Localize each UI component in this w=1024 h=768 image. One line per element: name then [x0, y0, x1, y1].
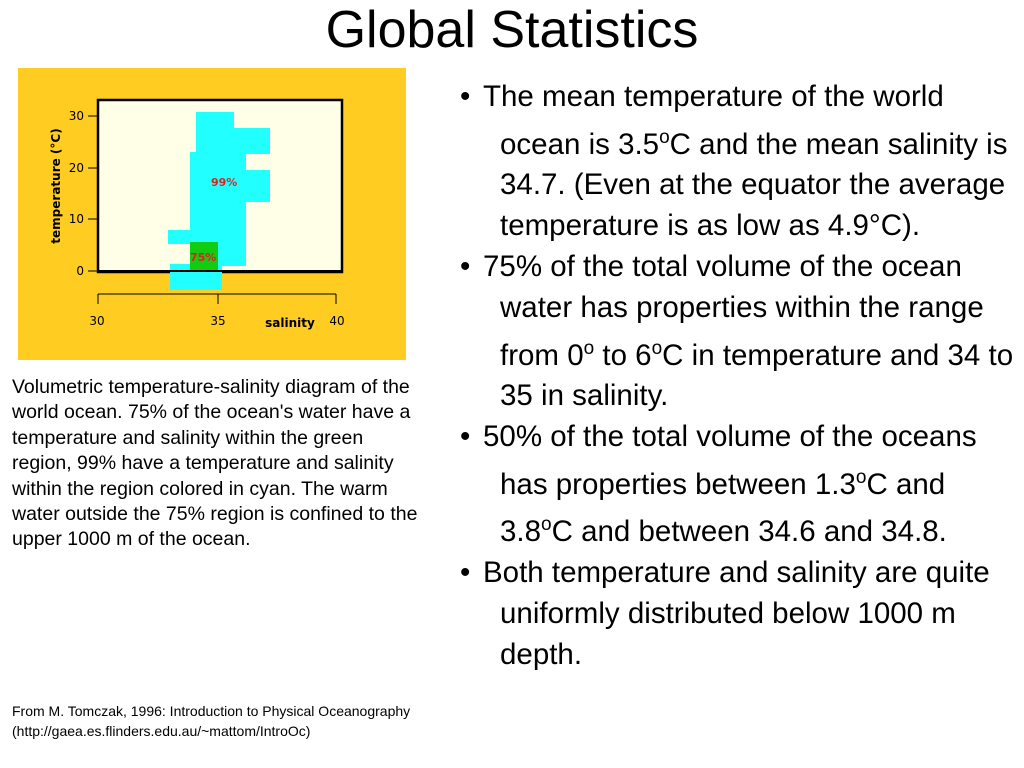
y-tick-label: 0	[76, 264, 84, 278]
bullet-item-uniform-distribution	[460, 553, 1020, 675]
bullet-dot: •	[460, 250, 471, 284]
bullet-item-50-percent	[460, 417, 1020, 553]
degree-superscript: o	[651, 337, 663, 359]
bullet-text: 50% of the total volume of the oceans has properties between 1.3	[483, 420, 977, 501]
bullet-text: C and between 34.6 and 34.8.	[551, 515, 947, 549]
figure-caption: Volumetric temperature-salinity diagram of the world ocean. 75% of the ocean's water have a temperature and salinity within the green region, 99% have a temperature and salinity within the region colored in cyan. The warm water outside the 75% region is confined to the upper 1000 m of the ocean.	[12, 376, 418, 551]
y-axis-label: temperature (°C)	[49, 128, 63, 244]
x-axis-label: salinity	[265, 316, 315, 330]
region-99-block	[196, 112, 234, 130]
ts-diagram-figure	[18, 68, 406, 360]
ts-diagram-svg	[18, 68, 406, 360]
region-99-block	[234, 128, 270, 154]
bullet-text: C and 3.8	[500, 467, 946, 549]
bullet-dot: •	[460, 420, 471, 454]
bullet-text: Both temperature and salinity are quite uniformly distributed below 1000 m depth.	[483, 556, 990, 671]
degree-superscript: o	[583, 337, 595, 359]
bullet-item-mean-temperature	[460, 77, 1020, 247]
bullet-text: 75% of the total volume of the ocean water has properties within the range from 0	[483, 250, 984, 372]
bullet-dot: •	[460, 80, 471, 113]
y-tick-label: 20	[68, 161, 84, 175]
region-99-block	[190, 152, 246, 172]
bullet-text: C in temperature and 34 to 35 in salinity.	[500, 338, 1014, 413]
degree-superscript: o	[659, 126, 670, 148]
bullet-text: to 6	[594, 338, 652, 372]
x-tick-label: 40	[329, 314, 345, 328]
y-tick-label: 10	[68, 212, 84, 226]
x-tick-label: 35	[210, 314, 226, 328]
source-line-1: From M. Tomczak, 1996: Introduction to Physical Oceanography	[12, 703, 411, 719]
x-tick-label: 30	[89, 314, 105, 328]
region-99-block	[190, 200, 246, 232]
bullet-dot: •	[460, 556, 471, 590]
y-tick-label: 30	[68, 109, 84, 123]
bullet-list	[460, 77, 1020, 675]
region-99-block	[168, 230, 246, 244]
bullet-text: C and the mean salinity is 34.7. (Even at the equator the average temperature is as low as 4.9°C).	[500, 127, 1008, 243]
source-line-2: (http://gaea.es.flinders.edu.au/~mattom/IntroOc)	[12, 722, 311, 739]
slide-title: Global Statistics	[325, 1, 699, 59]
degree-superscript: o	[855, 466, 867, 488]
region-99-label: 99%	[211, 176, 238, 189]
degree-superscript: o	[541, 514, 552, 536]
source-citation	[12, 702, 422, 741]
bullet-text: The mean temperature of the world ocean is 3.5	[483, 80, 944, 161]
region-75-label: 75%	[190, 251, 217, 264]
bullet-item-75-percent	[460, 247, 1020, 417]
